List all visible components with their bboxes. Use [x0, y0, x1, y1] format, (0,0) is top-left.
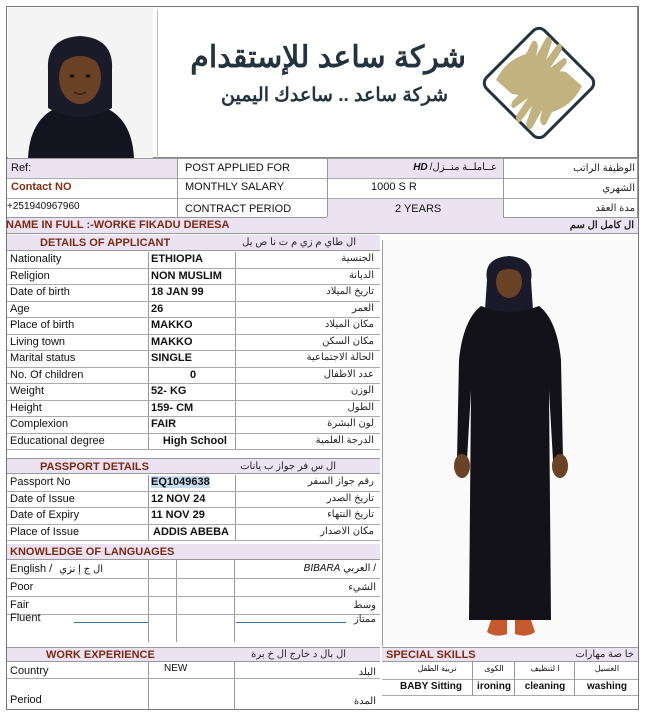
detail-label-ar: الدرجة العلمية — [315, 434, 374, 446]
name-in-full: NAME IN FULL :-WORKE FIKADU DERESA — [6, 219, 230, 231]
detail-value: NON MUSLIM — [148, 269, 236, 285]
detail-row — [6, 368, 380, 385]
detail-row — [6, 384, 380, 401]
skill-label-ar: تربية الطفل — [417, 664, 457, 673]
work-grid — [6, 662, 380, 710]
passport-row — [6, 492, 380, 509]
passport-header — [6, 458, 380, 474]
english-label — [10, 563, 103, 575]
detail-label: Weight — [10, 385, 45, 397]
detail-label: Marital status — [10, 352, 76, 364]
salary-label: MONTHLY SALARY — [185, 181, 285, 193]
passport-label-ar: تاريخ النتهاء — [327, 509, 374, 520]
passport-row — [6, 525, 380, 542]
work-title: WORK EXPERIENCE — [46, 649, 155, 661]
languages-header — [6, 544, 380, 560]
salary-value: 1000 S R — [371, 181, 417, 193]
contact-value: +251940967960 — [7, 201, 80, 212]
skills-header — [382, 647, 638, 662]
passport-label: Passport No — [10, 476, 71, 488]
name-in-full-ar: ال كامل ال سم — [569, 220, 634, 231]
detail-label: Place of birth — [10, 319, 75, 331]
company-name: شركة ساعد للإستقدام — [190, 41, 466, 74]
passport-value — [148, 475, 236, 491]
skill-label: washing — [586, 681, 627, 692]
details-header — [6, 235, 380, 251]
passport-label-ar: رقم جواز السفر — [307, 476, 374, 487]
detail-value: 18 JAN 99 — [148, 285, 236, 301]
skill-label: BABY Sitting — [399, 681, 463, 692]
detail-label: Educational degree — [10, 434, 105, 447]
passport-value: ADDIS ABEBA — [148, 525, 236, 541]
detail-row — [6, 401, 380, 418]
detail-label: Height — [10, 401, 42, 414]
english-label-ar: ال ج إ نزي — [59, 564, 104, 575]
passport-label: Place of Issue — [10, 525, 80, 538]
detail-row — [6, 302, 380, 319]
passport-title: PASSPORT DETAILS — [40, 461, 149, 473]
skills-title-ar: خا صة مهارات — [575, 649, 634, 660]
detail-value: SINGLE — [148, 351, 236, 367]
skills-title: SPECIAL SKILLS — [386, 649, 476, 661]
detail-label-ar: مكان الميلاد — [324, 319, 374, 330]
contract-value: 2 YEARS — [395, 203, 442, 215]
full-body-photo — [382, 240, 638, 646]
country-label: Country — [10, 665, 49, 677]
detail-label-ar: الحالة الاجتماعية — [306, 352, 374, 363]
detail-label: Nationality — [10, 253, 62, 265]
period-label-ar: المدة — [353, 696, 376, 707]
detail-value: 52- KG — [148, 384, 236, 400]
company-slogan: شركة ساعد .. ساعدك اليمين — [221, 85, 448, 106]
post-value-en: HD — [413, 162, 428, 173]
level-label: Fair — [10, 599, 29, 611]
skill-label: cleaning — [524, 681, 566, 692]
languages-grid — [6, 560, 380, 642]
detail-value: High School — [148, 434, 236, 450]
post-label: POST APPLIED FOR — [185, 162, 290, 174]
english-label-en: English / — [10, 563, 53, 575]
detail-label: Religion — [10, 269, 50, 282]
detail-label: No. Of children — [10, 368, 84, 381]
skill-label-ar: ا لتنظيف — [530, 664, 560, 673]
passport-label: Date of Issue — [10, 492, 75, 505]
detail-value: 26 — [148, 302, 236, 318]
languages-title: KNOWLEDGE OF LANGUAGES — [10, 546, 175, 558]
detail-row — [6, 335, 380, 352]
detail-label-ar: لون البشرة — [327, 418, 374, 429]
country-value: NEW — [164, 663, 188, 674]
detail-value: ETHIOPIA — [148, 252, 236, 268]
post-value — [347, 162, 497, 173]
country-label-ar: البلد — [358, 667, 376, 678]
helping-hands-logo-icon — [476, 20, 602, 146]
contact-label: Contact NO — [11, 181, 72, 193]
passport-value: 11 NOV 29 — [148, 508, 236, 524]
contract-label: CONTRACT PERIOD — [185, 203, 292, 215]
detail-label-ar: عدد الاطفال — [323, 368, 374, 380]
detail-label-ar: مكان السكن — [322, 335, 374, 347]
contract-label-ar: مدة العقد — [595, 203, 635, 214]
passport-row — [6, 508, 380, 525]
details-title-ar: ال طاي م زي م ت نا ص يل — [242, 237, 356, 248]
arabic-label — [236, 563, 376, 574]
name-in-full-bar — [6, 218, 638, 234]
ref-label: Ref: — [11, 162, 32, 174]
detail-row — [6, 318, 380, 335]
level-label-ar: وسط — [353, 600, 376, 611]
portrait-photo — [8, 8, 153, 158]
detail-label: Complexion — [10, 418, 69, 430]
full-body-figure — [383, 240, 639, 646]
work-title-ar: ال بال د خارج ال خ برة — [251, 649, 346, 660]
detail-value: 159- CM — [148, 401, 236, 417]
level-label: Poor — [10, 581, 34, 593]
passport-row — [6, 475, 380, 492]
work-header — [6, 647, 380, 662]
detail-row — [6, 351, 380, 368]
detail-value: 0 — [148, 368, 236, 384]
passport-title-ar: ال س فر جواز ب يانات — [240, 461, 336, 472]
passport-number[interactable]: EQ1049638 — [151, 476, 210, 488]
arabic-value: BIBARA — [303, 563, 341, 574]
detail-row — [6, 417, 380, 434]
arabic-label-ar: العربي / — [343, 563, 376, 574]
company-banner — [157, 10, 603, 156]
passport-label: Date of Expiry — [10, 509, 80, 521]
detail-label: Date of birth — [10, 286, 70, 298]
detail-row — [6, 269, 380, 286]
detail-label-ar: تاريخ الميلاد — [326, 286, 374, 297]
detail-label-ar: العمر — [352, 302, 374, 314]
detail-row — [6, 285, 380, 302]
detail-value: MAKKO — [148, 335, 236, 351]
detail-row — [6, 252, 380, 269]
skills-grid — [382, 662, 638, 710]
detail-row — [6, 434, 380, 451]
level-label: Fluent — [10, 612, 41, 624]
post-label-ar: الوظيفة الراتب — [573, 163, 635, 174]
level-label-ar: الشيء — [348, 582, 376, 593]
passport-value: 12 NOV 24 — [148, 492, 236, 508]
salary-label-ar: الشهري — [602, 183, 635, 194]
details-title: DETAILS OF APPLICANT — [40, 237, 171, 249]
detail-label: Living town — [10, 335, 66, 348]
level-label-ar: ممتاز — [353, 614, 376, 625]
post-value-ar: عــاملــة منــزل/ — [429, 162, 497, 173]
detail-value: FAIR — [148, 417, 236, 433]
detail-label-ar: الطول — [347, 401, 374, 413]
detail-label: Age — [10, 302, 30, 315]
skill-label-ar: الكوى — [484, 664, 504, 673]
detail-label-ar: الجنسية — [341, 253, 374, 264]
passport-label-ar: تاريخ الصدر — [326, 492, 374, 504]
skill-label: ironing — [477, 681, 511, 692]
detail-label-ar: الديانة — [348, 269, 374, 281]
detail-value: MAKKO — [148, 318, 236, 334]
skill-label-ar: الغسيل — [594, 664, 620, 673]
passport-label-ar: مكان الاصدار — [320, 525, 374, 537]
period-label: Period — [10, 694, 42, 706]
job-info-table — [6, 158, 638, 218]
detail-label-ar: الوزن — [350, 385, 374, 396]
portrait-figure — [8, 8, 153, 158]
